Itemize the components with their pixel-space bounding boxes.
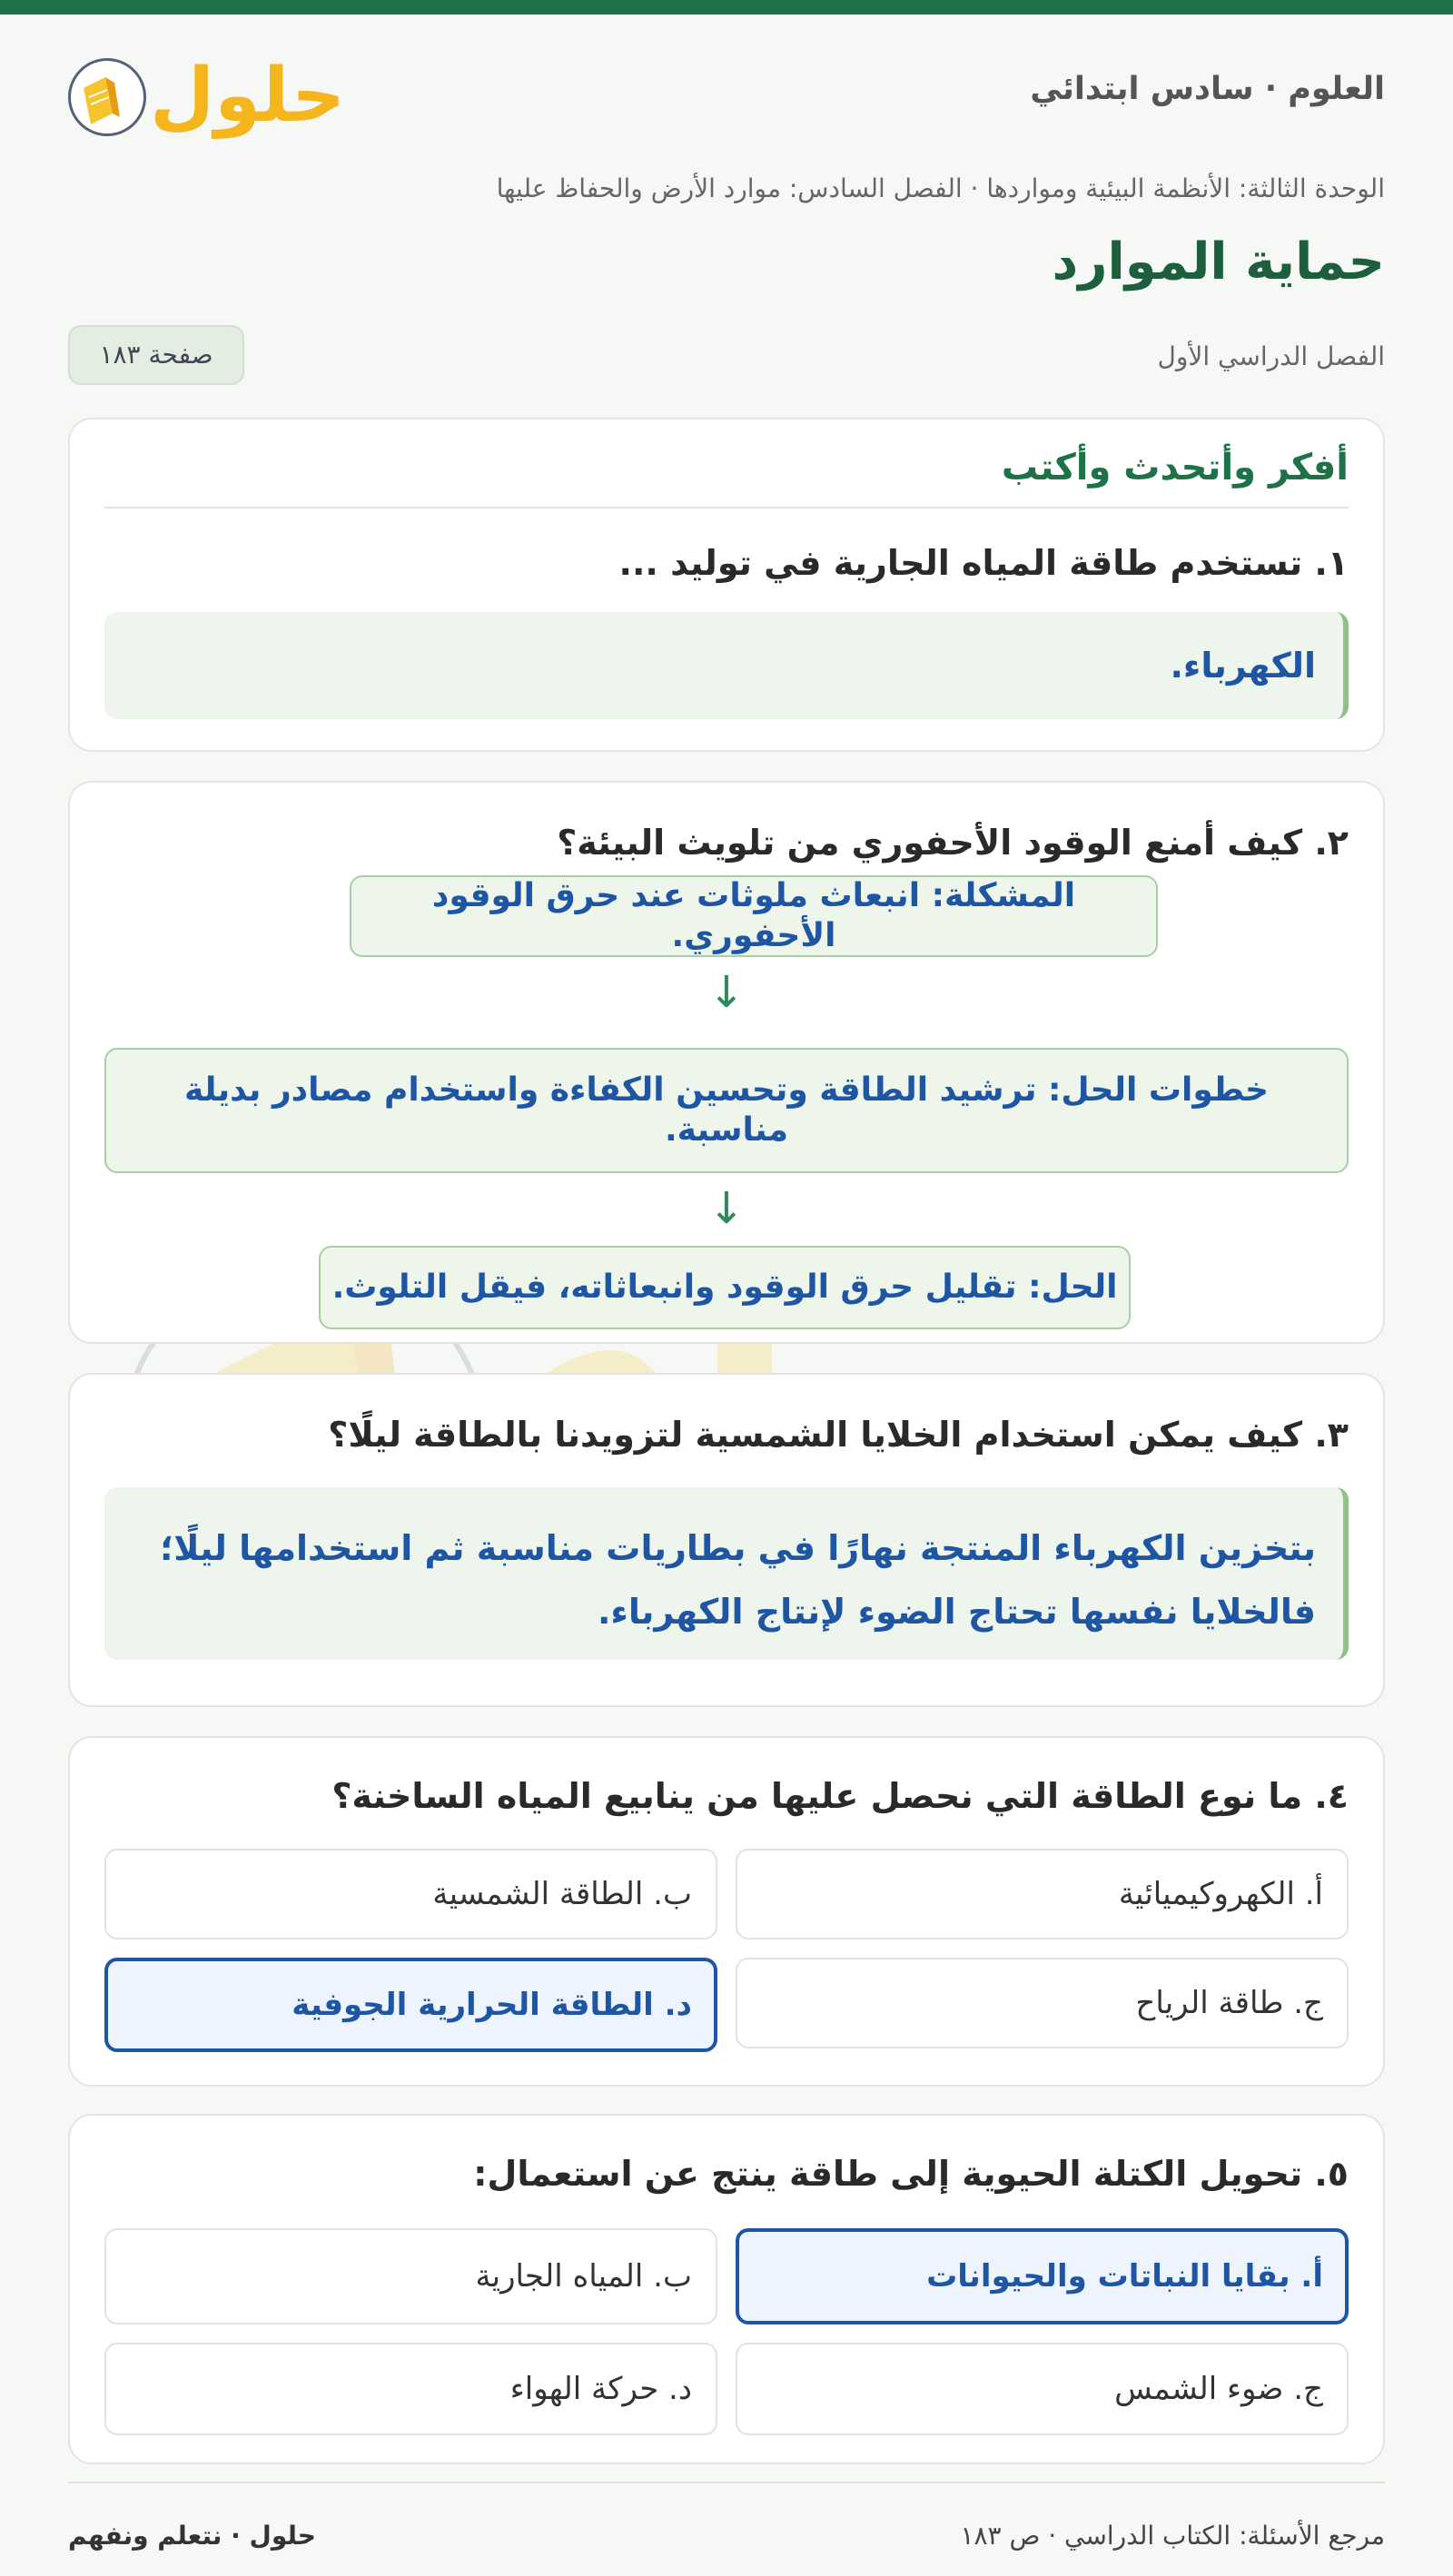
question-card-3 <box>68 1373 1385 1707</box>
option-d[interactable]: د. حركة الهواء <box>104 2343 717 2435</box>
arrow-down-icon: ↓ <box>707 1183 746 1234</box>
section-heading: أفكر وأتحدث وأكتب <box>1001 447 1349 489</box>
option-c[interactable]: ج. طاقة الرياح <box>736 1958 1349 2048</box>
flow-problem-text: المشكلة: انبعاث ملوثات عند حرق الوقود الأحفوري. <box>431 877 1076 954</box>
flow-solution-box <box>319 1246 1131 1329</box>
flow-solution-text: الحل: تقليل حرق الوقود وانبعاثاته، فيقل التلوث. <box>331 1268 1118 1306</box>
answer-1-box <box>104 612 1349 719</box>
section-divider <box>104 507 1349 508</box>
option-d-selected[interactable]: د. الطاقة الحرارية الجوفية <box>104 1958 717 2052</box>
footer-brand[interactable]: حلول · نتعلم ونفهم <box>68 2521 316 2551</box>
flow-steps-box <box>104 1048 1349 1173</box>
option-a[interactable]: أ. الكهروكيميائية <box>736 1849 1349 1939</box>
subject-grade-label: العلوم · سادس ابتدائي <box>1030 71 1385 107</box>
question-1-text: ١. تستخدم طاقة المياه الجارية في توليد ... <box>618 543 1349 583</box>
site-logo[interactable] <box>68 51 346 142</box>
logo-wordmark: حلول <box>150 53 346 139</box>
flow-problem-box <box>350 875 1158 957</box>
question-card-5 <box>68 2114 1385 2464</box>
question-3-text: ٣. كيف يمكن استخدام الخلايا الشمسية لتزويدنا بالطاقة ليلًا؟ <box>328 1415 1349 1455</box>
top-accent-bar <box>0 0 1453 15</box>
question-4-text: ٤. ما نوع الطاقة التي نحصل عليها من ينابيع المياه الساخنة؟ <box>331 1776 1349 1816</box>
option-a-selected[interactable]: أ. بقايا النباتات والحيوانات <box>736 2228 1349 2324</box>
page-title: حماية الموارد <box>1052 232 1385 291</box>
question-card-2 <box>68 781 1385 1344</box>
question-2-text: ٢. كيف أمنع الوقود الأحفوري من تلويث البيئة؟ <box>557 823 1349 863</box>
answer-1-text: الكهرباء. <box>1170 646 1316 686</box>
question-card-4 <box>68 1736 1385 2087</box>
option-b[interactable]: ب. الطاقة الشمسية <box>104 1849 717 1939</box>
footer-divider <box>68 2482 1385 2483</box>
flow-steps-text: خطوات الحل: ترشيد الطاقة وتحسين الكفاءة واستخدام مصادر بديلة مناسبة. <box>184 1071 1269 1149</box>
book-icon <box>68 58 146 136</box>
option-c[interactable]: ج. ضوء الشمس <box>736 2343 1349 2435</box>
page-number-badge: صفحة ١٨٣ <box>68 325 244 385</box>
option-b[interactable]: ب. المياه الجارية <box>104 2228 717 2324</box>
arrow-down-icon: ↓ <box>707 967 746 1018</box>
footer-reference: مرجع الأسئلة: الكتاب الدراسي · ص ١٨٣ <box>960 2521 1385 2551</box>
answer-3-line-1: بتخزين الكهرباء المنتجة نهارًا في بطاريات مناسبة ثم استخدامها ليلًا؛ <box>160 1528 1316 1568</box>
answer-3-line-2: فالخلايا نفسها تحتاج الضوء لإنتاج الكهرباء. <box>597 1592 1316 1632</box>
semester-label: الفصل الدراسي الأول <box>1157 341 1385 371</box>
answer-3-box <box>104 1487 1349 1660</box>
breadcrumb: الوحدة الثالثة: الأنظمة البيئية ومواردها · الفصل السادس: موارد الأرض والحفاظ عليها <box>496 173 1385 203</box>
page-header <box>68 15 1385 169</box>
question-card-1 <box>68 418 1385 752</box>
question-5-text: ٥. تحويل الكتلة الحيوية إلى طاقة ينتج عن استعمال: <box>473 2154 1349 2194</box>
